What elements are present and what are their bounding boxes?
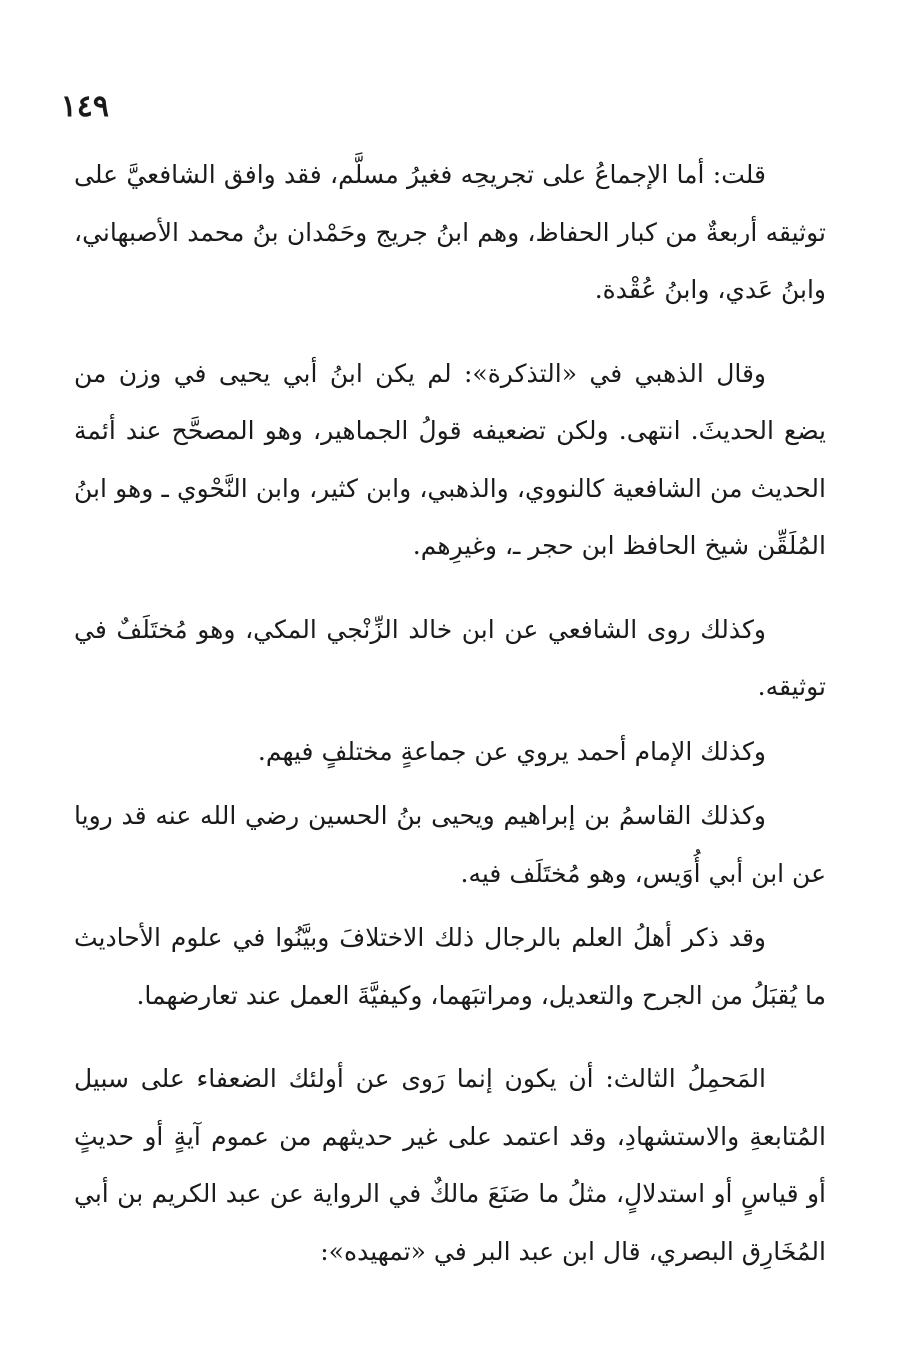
paragraph-2: وقال الذهبي في «التذكرة»: لم يكن ابنُ أبي يحيى في وزن من يضع الحديثَ. انتهى. ولكن تضعيفه قولُ الجماهير، وهو المصحَّح عند أئمة الحديث من الشافعية كالنووي، والذهبي، وابن كثير، وابن النَّحْوي ـ وهو ابنُ المُلَقِّن شيخ الحافظ ابن حجر ـ، وغيرِهم.	[74, 358, 826, 560]
paragraph-3: وكذلك روى الشافعي عن ابن خالد الزِّنْجي المكي، وهو مُختَلَفٌ في توثيقه.	[74, 614, 826, 701]
page-body	[74, 146, 826, 1280]
paragraph-gap	[74, 1024, 826, 1050]
paragraph-1: قلت: أما الإجماعُ على تجريحِه فغيرُ مسلَّم، فقد وافق الشافعيَّ على توثيقه أربعةٌ من كبار الحفاظ، وهم ابنُ جريج وحَمْدان بنُ محمد الأصبهاني، وابنُ عَدي، وابنُ عُقْدة.	[74, 160, 826, 304]
paragraph-6: وقد ذكر أهلُ العلم بالرجال ذلك الاختلافَ وبيَّنُوا في علوم الأحاديث ما يُقبَلُ من الجرح والتعديل، ومراتبَهما، وكيفيَّةَ العمل عند تعارضهما.	[74, 923, 826, 1010]
paragraph-4: وكذلك الإمام أحمد يروي عن جماعةٍ مختلفٍ فيهم.	[257, 736, 766, 766]
paragraph-gap	[74, 902, 826, 909]
paragraph-gap	[74, 575, 826, 601]
paragraph-gap	[74, 780, 826, 787]
page-number: ١٤٩	[60, 89, 109, 124]
paragraph-gap	[74, 319, 826, 345]
paragraph-5: وكذلك القاسمُ بن إبراهيم ويحيى بنُ الحسين رضي الله عنه قد رويا عن ابن أبي أُوَيس، وهو مُختَلَف فيه.	[74, 801, 826, 888]
paragraph-7: المَحمِلُ الثالث: أن يكون إنما رَوى عن أولئك الضعفاء على سبيل المُتابعةِ والاستشهادِ، وقد اعتمد على غير حديثهم من عموم آيةٍ أو حديثٍ أو قياسٍ أو استدلالٍ، مثلُ ما صَنَعَ مالكٌ في الرواية عن عبد الكريم بن أبي المُخَارِق البصري، قال ابن عبد البر في «تمهيده»:	[74, 1064, 826, 1266]
paragraph-gap	[74, 716, 826, 723]
